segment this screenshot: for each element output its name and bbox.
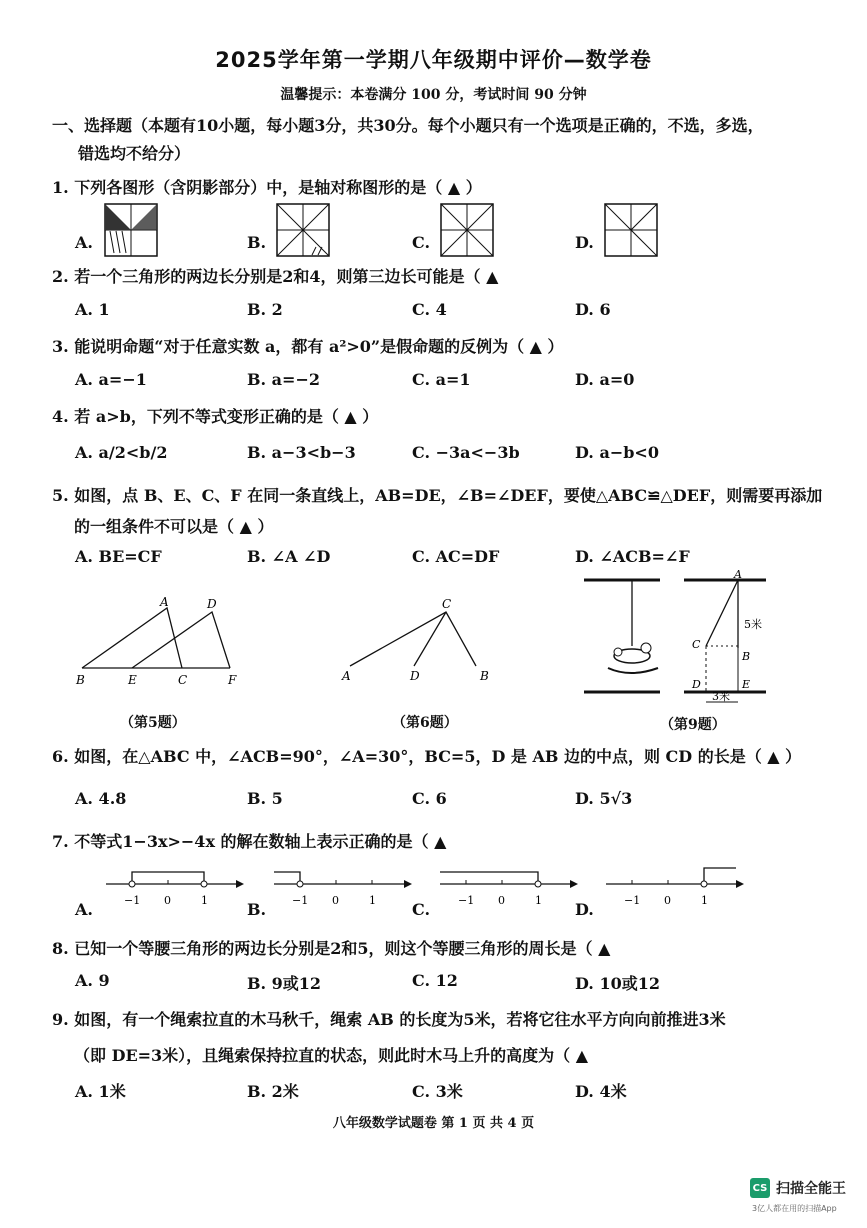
fig5-label-f: F xyxy=(228,673,237,687)
exam-tip: 温馨提示：本卷满分 100 分，考试时间 90 分钟 xyxy=(280,87,587,103)
q9-option-b: B. 2米 xyxy=(247,1082,299,1101)
fig9-label-c: C xyxy=(692,638,701,651)
q1-option-d: D. xyxy=(575,233,594,252)
fig9-label-a: A xyxy=(734,568,742,581)
tick-0: 0 xyxy=(498,894,505,907)
q2-option-c: C. 4 xyxy=(412,300,447,319)
camscanner-logo-icon: CS xyxy=(750,1178,770,1198)
fig5-label-b: B xyxy=(76,673,85,687)
question-3: 3. 能说明命题“对于任意实数 a，都有 a²>0”是假命题的反例为（ ▲ ） xyxy=(52,337,564,356)
figure-5 xyxy=(72,592,252,692)
figure-9 xyxy=(580,568,775,708)
q4-option-b: B. a−3<b−3 xyxy=(247,443,356,462)
question-2: 2. 若一个三角形的两边长分别是2和4，则第三边长可能是（ ▲ xyxy=(52,267,499,286)
fig9-label-3m: 3米 xyxy=(712,690,730,703)
q3-option-c: C. a=1 xyxy=(412,370,471,389)
q9-option-d: D. 4米 xyxy=(575,1082,627,1101)
scanner-watermark xyxy=(750,1178,846,1198)
q8-option-b: B. 9或12 xyxy=(247,974,322,993)
q4-option-a: A. a/2<b/2 xyxy=(75,443,168,462)
q3-option-b: B. a=−2 xyxy=(247,370,320,389)
q8-option-d: D. 10或12 xyxy=(575,974,660,993)
q7-option-a: A. xyxy=(75,900,93,919)
fig5-label-c: C xyxy=(178,673,188,687)
tick-neg1: −1 xyxy=(124,894,141,907)
tick-1: 1 xyxy=(535,894,542,907)
q1-figure-c xyxy=(440,203,494,257)
tick-neg1: −1 xyxy=(624,894,641,907)
q1-figure-d xyxy=(604,203,658,257)
tick-neg1: −1 xyxy=(292,894,309,907)
q6-option-c: C. 6 xyxy=(412,789,447,808)
watermark-sub: 3亿人都在用的扫描App xyxy=(752,1204,837,1213)
fig6-label-b: B xyxy=(480,669,489,683)
fig6-label-d: D xyxy=(410,669,420,683)
q9-option-a: A. 1米 xyxy=(75,1082,126,1101)
question-9: 9. 如图，有一个绳索拉直的木马秋千，绳索 AB 的长度为5米，若将它往水平方向向前推进3米 xyxy=(52,1010,726,1029)
fig5-label-e: E xyxy=(128,673,137,687)
tick-0: 0 xyxy=(164,894,171,907)
question-9-cont: （即 DE=3米），且绳索保持拉直的状态，则此时木马上升的高度为（ ▲ xyxy=(74,1046,589,1065)
question-7: 7. 不等式1−3x>−4x 的解在数轴上表示正确的是（ ▲ xyxy=(52,832,447,851)
q9-option-c: C. 3米 xyxy=(412,1082,463,1101)
q6-option-d: D. 5√3 xyxy=(575,789,633,808)
fig9-label-d: D xyxy=(692,678,701,691)
fig9-label-b: B xyxy=(742,650,751,663)
q7-option-b: B. xyxy=(247,900,267,919)
tick-1: 1 xyxy=(201,894,208,907)
q7-numberline-a xyxy=(104,862,244,908)
question-6: 6. 如图，在△ABC 中，∠ACB=90°，∠A=30°，BC=5，D 是 AB 边的中点，则 CD 的长是（ ▲ ） xyxy=(52,747,802,766)
q7-numberline-b xyxy=(272,862,412,908)
figure-6 xyxy=(338,592,508,692)
section-heading-cont: 错选均不给分） xyxy=(78,144,191,163)
q5-option-a: A. BE=CF xyxy=(75,547,162,566)
q7-option-d: D. xyxy=(575,900,594,919)
q1-figure-a xyxy=(104,203,158,257)
q6-option-b: B. 5 xyxy=(247,789,283,808)
fig6-label-a: A xyxy=(342,669,351,683)
q6-option-a: A. 4.8 xyxy=(75,789,127,808)
q7-numberline-d xyxy=(604,862,744,908)
question-5: 5. 如图，点 B、E、C、F 在同一条直线上，AB=DE，∠B=∠DEF，要使△ABC≌△DEF，则需要再添加 xyxy=(52,486,823,505)
q5-option-c: C. AC=DF xyxy=(412,547,500,566)
q5-option-b: B. ∠A ∠D xyxy=(247,547,331,566)
fig6-label-c: C xyxy=(442,597,452,611)
tick-0: 0 xyxy=(664,894,671,907)
page-footer: 八年级数学试题卷 第 1 页 共 4 页 xyxy=(332,1116,535,1131)
q3-option-d: D. a=0 xyxy=(575,370,635,389)
question-8: 8. 已知一个等腰三角形的两边长分别是2和5，则这个等腰三角形的周长是（ ▲ xyxy=(52,939,611,958)
q8-option-c: C. 12 xyxy=(412,971,458,990)
fig9-label-e: E xyxy=(742,678,751,691)
q2-option-a: A. 1 xyxy=(75,300,110,319)
fig5-label-d: D xyxy=(207,597,217,611)
fig5-label-a: A xyxy=(160,595,169,609)
tick-1: 1 xyxy=(369,894,376,907)
q4-option-c: C. −3a<−3b xyxy=(412,443,520,462)
q7-numberline-c xyxy=(438,862,578,908)
q1-option-a: A. xyxy=(75,233,93,252)
q2-option-b: B. 2 xyxy=(247,300,283,319)
question-1: 1. 下列各图形（含阴影部分）中，是轴对称图形的是（ ▲ ） xyxy=(52,178,482,197)
tick-0: 0 xyxy=(332,894,339,907)
fig9-label-5m: 5米 xyxy=(744,618,762,631)
question-5-cont: 的一组条件不可以是（ ▲ ） xyxy=(74,517,274,536)
q7-option-c: C. xyxy=(412,900,431,919)
q3-option-a: A. a=−1 xyxy=(75,370,147,389)
page-title: 2025学年第一学期八年级期中评价—数学卷 xyxy=(215,48,652,72)
tick-neg1: −1 xyxy=(458,894,475,907)
q2-option-d: D. 6 xyxy=(575,300,611,319)
section-heading: 一、选择题（本题有10小题，每小题3分，共30分。每个小题只有一个选项是正确的，不选，多选， xyxy=(52,116,764,135)
caption-fig9: （第9题） xyxy=(660,717,726,733)
question-4: 4. 若 a>b，下列不等式变形正确的是（ ▲ ） xyxy=(52,407,379,426)
q8-option-a: A. 9 xyxy=(75,971,110,990)
watermark-name: 扫描全能王 xyxy=(776,1181,846,1197)
q1-option-c: C. xyxy=(412,233,431,252)
tick-1: 1 xyxy=(701,894,708,907)
q5-option-d: D. ∠ACB=∠F xyxy=(575,547,690,566)
caption-fig6: （第6题） xyxy=(392,715,458,731)
rocking-horse-icon xyxy=(608,643,658,673)
caption-fig5: （第5题） xyxy=(120,715,186,731)
q1-option-b: B. xyxy=(247,233,267,252)
q4-option-d: D. a−b<0 xyxy=(575,443,659,462)
q1-figure-b xyxy=(276,203,330,257)
